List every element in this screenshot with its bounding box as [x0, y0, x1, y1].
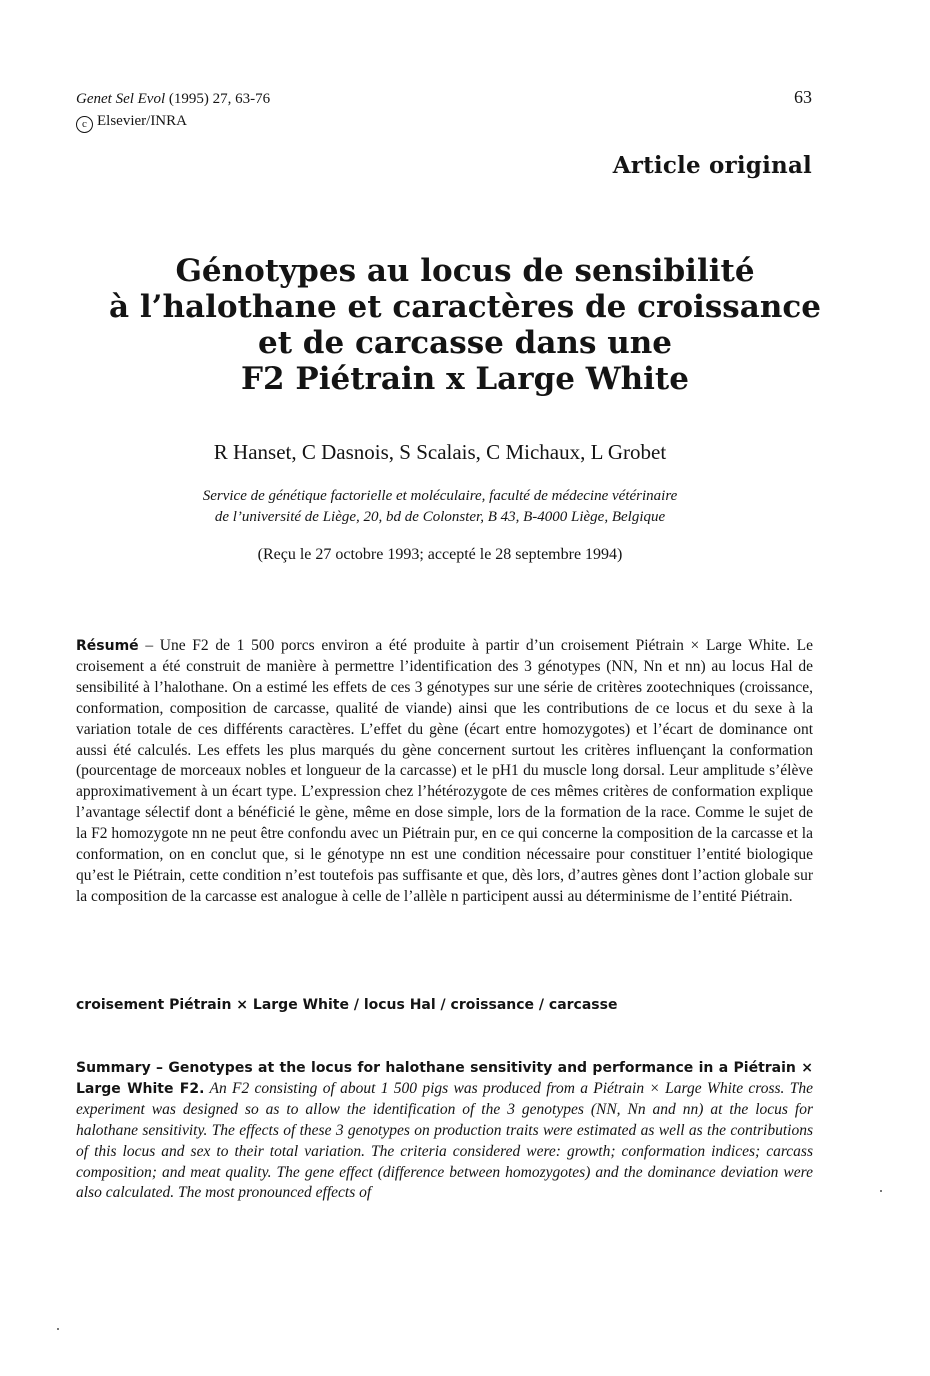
journal-citation	[76, 89, 270, 109]
copyright-icon: c	[76, 116, 93, 133]
affiliation-line: de l’université de Liège, 20, bd de Colonster, B 43, B-4000 Liège, Belgique	[214, 509, 666, 525]
scan-speck	[880, 1190, 882, 1192]
affiliation-line: Service de génétique factorielle et moléculaire, faculté de médecine vétérinaire	[202, 488, 678, 504]
summary-english	[76, 1058, 813, 1204]
summary-label: Summary – Genotypes at the locus for halothane sensitivity and performance in a Piétrain × Large White F2.	[76, 1060, 813, 1097]
abstract-french	[76, 636, 813, 908]
scan-speck	[57, 1328, 59, 1330]
article-title	[60, 253, 870, 397]
publisher-line	[76, 111, 187, 133]
affiliation	[0, 486, 880, 528]
received-dates: (Reçu le 27 octobre 1993; accepté le 28 septembre 1994)	[257, 546, 623, 563]
journal-name: Genet Sel Evol	[76, 91, 166, 107]
abstract-label: Résumé	[76, 638, 139, 654]
title-line: F2 Piétrain x Large White	[241, 361, 689, 397]
journal-volume-pages: (1995) 27, 63-76	[168, 91, 271, 107]
publisher-name: Elsevier/INRA	[97, 113, 187, 129]
title-line: à l’halothane et caractères de croissance	[109, 289, 821, 325]
page-number: 63	[794, 87, 812, 107]
keywords: croisement Piétrain × Large White / locus Hal / croissance / carcasse	[76, 997, 618, 1013]
author-list: R Hanset, C Dasnois, S Scalais, C Michaux, L Grobet	[213, 440, 667, 464]
summary-text: An F2 consisting of about 1 500 pigs was produced from a Piétrain × Large White cross. The experiment was designed so as to allow the identification of the 3 genotypes (NN, Nn and nn) at the locus for halothane sensitivity. The effects of these 3 genotypes on production traits were estimated as well as the contributions of this locus and sex to their total variation. The criteria considered were: growth; conformation indices; carcass composition; and meat quality. The gene effect (difference between homozygotes) and the dominance deviation were also calculated. The most pronounced effects of	[76, 1079, 813, 1202]
title-line: et de carcasse dans une	[257, 325, 673, 361]
title-line: Génotypes au locus de sensibilité	[175, 253, 755, 289]
article-type-label: Article original	[612, 152, 812, 179]
abstract-text: – Une F2 de 1 500 porcs environ a été produite à partir d’un croisement Piétrain × Large White. Le croisement a été construit de manière à permettre l’identification des 3 génotypes (NN, Nn et nn) au locus Hal de sensibilité à l’halothane. On a estimé les effets de ces 3 génotypes sur une série de critères zootechniques (croissance, conformation, composition de carcasse, qualité de viande) ainsi que les contributions de ce locus et du sexe à la variation totale de ces différents caractères. L’effet du gène (écart entre homozygotes) et l’écart de dominance ont aussi été calculés. Les effets les plus marqués du gène concernent surtout les critères influençant la conformation (pourcentage de morceaux nobles et longueur de la carcasse) et le pH1 du muscle long dorsal. Leur amplitude s’élève approximativement à un écart type. L’expression chez l’hétérozygote de ces mêmes critères de conformation explique l’avantage sélectif dont a bénéficié le gène, même en dose simple, lors de la formation de la race. Comme le sujet de la F2 homozygote nn ne peut être confondu avec un Piétrain pur, en ce qui concerne la composition de la carcasse et la conformation, on en conclut que, si le génotype nn est une condition nécessaire pour constituer l’entité biologique qu’est le Piétrain, cette condition n’est toutefois pas suffisante et que, dès lors, d’autres gènes dont l’action globale sur la composition de la carcasse est analogue à celle de l’allèle n participent aussi au déterminisme de l’entité Piétrain.	[76, 637, 813, 905]
